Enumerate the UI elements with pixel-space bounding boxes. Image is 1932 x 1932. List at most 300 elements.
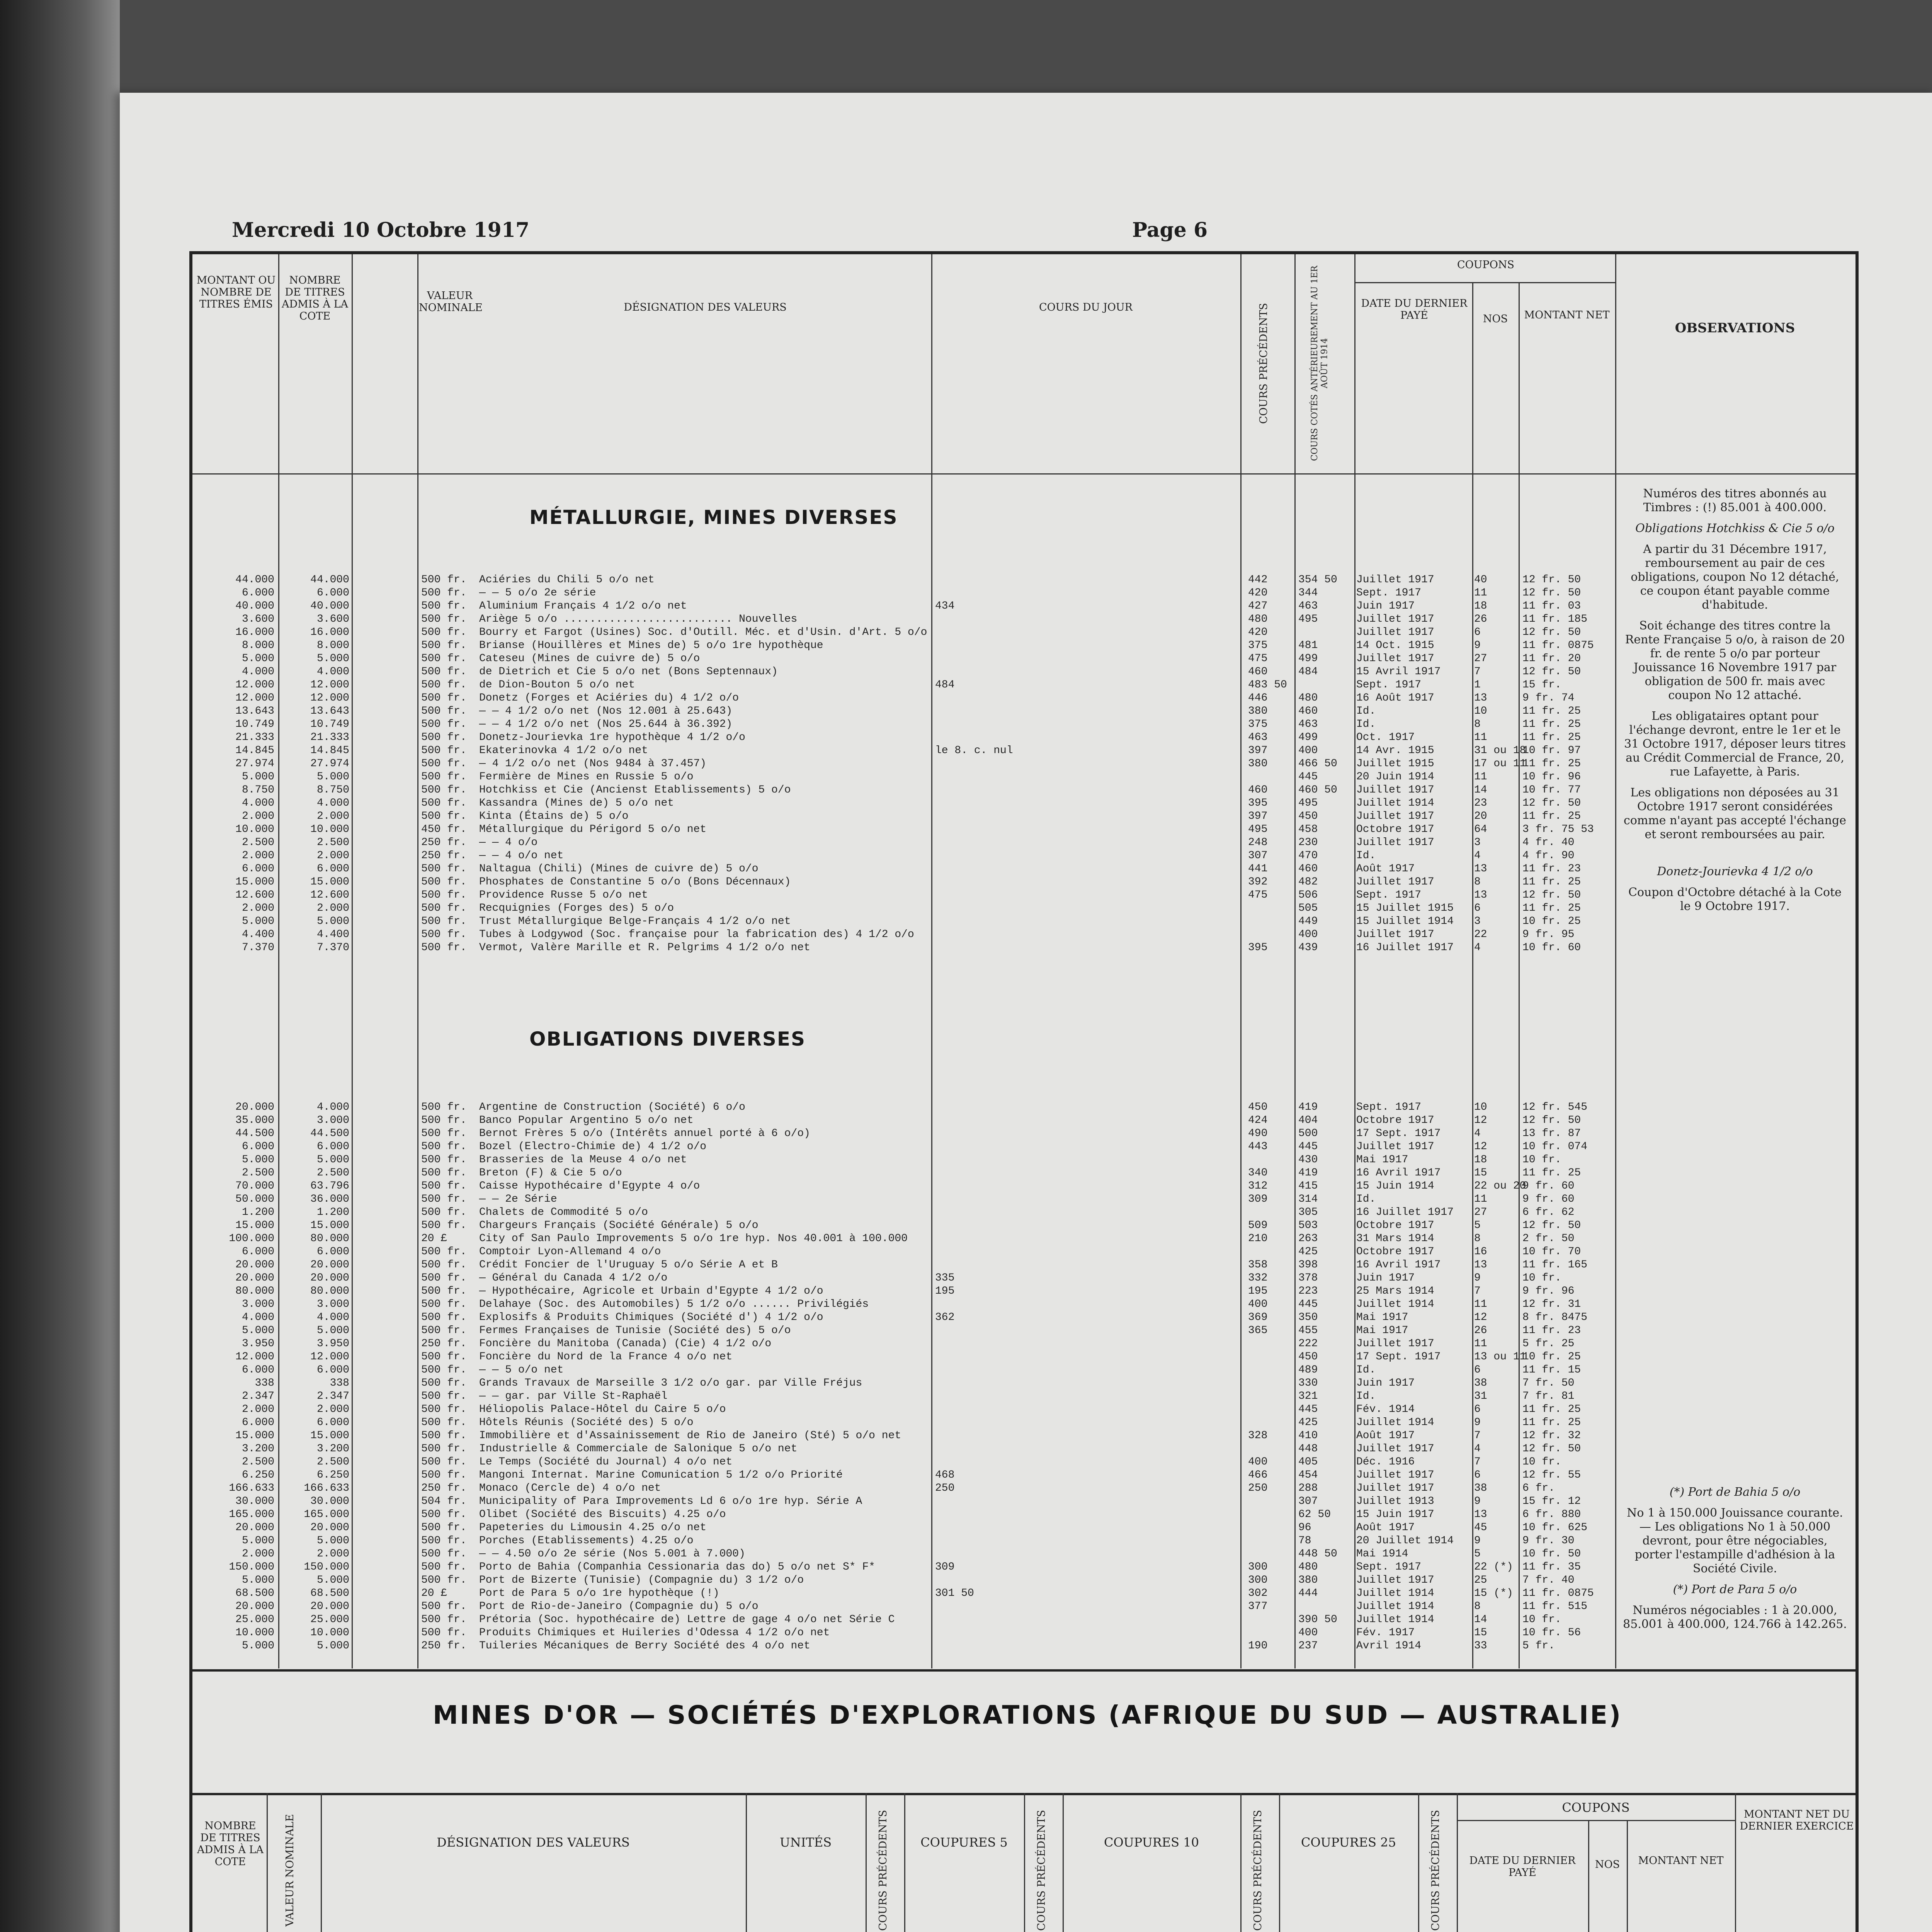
cell-net: 7 fr. 50 xyxy=(1522,1377,1575,1389)
cell-no: 10 xyxy=(1474,1101,1487,1113)
table-row xyxy=(193,587,1623,600)
cell-des: Delahaye (Soc. des Automobiles) 5 1/2 o/o ...... Privilégiés xyxy=(479,1298,869,1310)
cell-prec: 460 xyxy=(1248,784,1268,796)
cell-no: 20 xyxy=(1474,810,1487,822)
cell-emis: 15.000 xyxy=(235,876,274,888)
cell-net: 9 fr. 60 xyxy=(1522,1193,1575,1205)
observation-note: Les obligations non déposées au 31 Octobre 1917 seront considérées comme n'ayant pas accepté l'échange et seront remboursées au pair. xyxy=(1624,786,1846,841)
cell-emis: 3.200 xyxy=(242,1443,274,1455)
cell-nom: 500 fr. xyxy=(421,1101,467,1113)
table-row xyxy=(193,1311,1623,1325)
cell-prec: 195 xyxy=(1248,1285,1268,1297)
cell-date: Juillet 1914 xyxy=(1356,1614,1434,1626)
cell-net: 6 fr. xyxy=(1522,1482,1555,1494)
book-spine xyxy=(0,0,120,1932)
listing-frame xyxy=(189,251,1859,1932)
cell-anc: 400 xyxy=(1298,745,1318,757)
cell-date: Juillet 1917 xyxy=(1356,1338,1434,1350)
cell-net: 15 fr. 12 xyxy=(1522,1495,1581,1507)
cell-nom: 500 fr. xyxy=(421,666,467,678)
cell-des: Crédit Foncier de l'Uruguay 5 o/o Série A et B xyxy=(479,1259,778,1271)
cell-des: — Hypothécaire, Agricole et Urbain d'Egypte 4 1/2 o/o xyxy=(479,1285,823,1297)
cell-nom: 500 fr. xyxy=(421,1548,467,1560)
cell-net: 11 fr. 25 xyxy=(1522,1417,1581,1429)
cell-nom: 500 fr. xyxy=(421,1377,467,1389)
cell-net: 8 fr. 8475 xyxy=(1522,1311,1588,1323)
cell-des: Bernot Frères 5 o/o (Intérêts annuel porté à 6 o/o) xyxy=(479,1128,810,1139)
cell-prec: 495 xyxy=(1248,823,1268,835)
cell-no: 40 xyxy=(1474,574,1487,586)
table-row xyxy=(193,1548,1623,1561)
cell-des: Foncière du Nord de la France 4 o/o net xyxy=(479,1351,733,1363)
cell-date: Juin 1917 xyxy=(1356,600,1415,612)
cell-emis: 4.000 xyxy=(242,666,274,678)
cell-anc: 330 xyxy=(1298,1377,1318,1389)
cell-emis: 3.950 xyxy=(242,1338,274,1350)
cell-anc: 480 xyxy=(1298,692,1318,704)
cell-date: Sept. 1917 xyxy=(1356,679,1422,691)
cell-date: 15 Juin 1917 xyxy=(1356,1509,1434,1520)
cell-admis: 2.347 xyxy=(316,1390,349,1402)
table-row xyxy=(193,1469,1623,1482)
cell-anc: 482 xyxy=(1298,876,1318,888)
cell-no: 13 xyxy=(1474,863,1487,875)
cell-des: Métallurgique du Périgord 5 o/o net xyxy=(479,823,707,835)
col-observations: OBSERVATIONS xyxy=(1675,320,1795,336)
cell-date: Juillet 1917 xyxy=(1356,1482,1434,1494)
cell-date: 14 Avr. 1915 xyxy=(1356,745,1434,757)
cell-admis: 80.000 xyxy=(310,1285,349,1297)
cell-des: Kassandra (Mines de) 5 o/o net xyxy=(479,797,674,809)
cell-emis: 20.000 xyxy=(235,1522,274,1534)
metallurgie-rows xyxy=(193,574,1623,955)
cell-prec: 312 xyxy=(1248,1180,1268,1192)
cell-prec: 377 xyxy=(1248,1600,1268,1612)
table-row xyxy=(193,1219,1623,1233)
cell-admis: 5.000 xyxy=(316,1535,349,1547)
cell-emis: 40.000 xyxy=(235,600,274,612)
cell-admis: 40.000 xyxy=(310,600,349,612)
cell-prec: 380 xyxy=(1248,705,1268,717)
cell-des: Chalets de Commodité 5 o/o xyxy=(479,1206,648,1218)
table-row xyxy=(193,1640,1623,1653)
section-title-metallurgie: MÉTALLURGIE, MINES DIVERSES xyxy=(529,506,898,529)
cell-prec: 443 xyxy=(1248,1141,1268,1153)
cell-net: 6 fr. 880 xyxy=(1522,1509,1581,1520)
cell-date: Juin 1917 xyxy=(1356,1272,1415,1284)
table-row xyxy=(193,1627,1623,1640)
cell-no: 18 xyxy=(1474,1154,1487,1166)
cell-nom: 500 fr. xyxy=(421,718,467,730)
col-coupons: COUPONS xyxy=(1457,259,1514,271)
cell-no: 18 xyxy=(1474,600,1487,612)
mines-col-unites: UNITÉS xyxy=(779,1835,832,1850)
cell-prec: 380 xyxy=(1248,758,1268,770)
table-row xyxy=(193,1180,1623,1193)
mines-col-coupures10: COUPURES 10 xyxy=(1104,1835,1199,1850)
cell-des: Ariège 5 o/o .......................... Nouvelles xyxy=(479,613,798,625)
cell-date: Juillet 1915 xyxy=(1356,758,1434,770)
cell-emis: 44.000 xyxy=(235,574,274,586)
cell-anc: 400 xyxy=(1298,929,1318,940)
observation-note: No 1 à 150.000 Jouissance courante. — Les obligations No 1 à 50.000 devront, pour être négociables, porter l'estampille d'adhésion à la Société Civile. xyxy=(1627,1506,1843,1575)
cell-prec: 395 xyxy=(1248,797,1268,809)
cell-anc: 463 xyxy=(1298,600,1318,612)
cell-emis: 10.000 xyxy=(235,823,274,835)
cell-nom: 500 fr. xyxy=(421,1311,467,1323)
col-valeur-nominale: VALEUR NOMINALE xyxy=(419,290,483,314)
obligations-rows xyxy=(193,1101,1623,1653)
cell-jour: 309 xyxy=(935,1561,955,1573)
cell-anc: 404 xyxy=(1298,1114,1318,1126)
cell-anc: 415 xyxy=(1298,1180,1318,1192)
table-row xyxy=(193,1430,1623,1443)
cell-net: 10 fr. 625 xyxy=(1522,1522,1588,1534)
cell-anc: 505 xyxy=(1298,902,1318,914)
cell-admis: 4.400 xyxy=(316,929,349,940)
cell-emis: 15.000 xyxy=(235,1219,274,1231)
cell-net: 2 fr. 50 xyxy=(1522,1233,1575,1245)
cell-net: 9 fr. 95 xyxy=(1522,929,1575,940)
cell-prec: 509 xyxy=(1248,1219,1268,1231)
cell-prec: 392 xyxy=(1248,876,1268,888)
cell-jour: le 8. c. nul xyxy=(935,745,1013,757)
observations-column xyxy=(1623,487,1847,1638)
cell-emis: 44.500 xyxy=(235,1128,274,1139)
cell-nom: 500 fr. xyxy=(421,1246,467,1258)
cell-no: 22 ou 20 xyxy=(1474,1180,1526,1192)
cell-admis: 36.000 xyxy=(310,1193,349,1205)
cell-date: Id. xyxy=(1356,718,1376,730)
cell-nom: 500 fr. xyxy=(421,1193,467,1205)
cell-des: Donetz-Jourievka 1re hypothèque 4 1/2 o/o xyxy=(479,731,745,743)
cell-no: 11 xyxy=(1474,1298,1487,1310)
cell-emis: 12.000 xyxy=(235,692,274,704)
cell-prec: 210 xyxy=(1248,1233,1268,1245)
cell-emis: 70.000 xyxy=(235,1180,274,1192)
cell-emis: 8.750 xyxy=(242,784,274,796)
cell-no: 4 xyxy=(1474,1443,1481,1455)
cell-net: 12 fr. 50 xyxy=(1522,587,1581,599)
cell-des: — — 5 o/o net xyxy=(479,1364,564,1376)
table-row xyxy=(193,784,1623,797)
cell-des: Kinta (Étains de) 5 o/o xyxy=(479,810,629,822)
cell-emis: 5.000 xyxy=(242,915,274,927)
cell-emis: 5.000 xyxy=(242,1640,274,1652)
cell-des: — — 4 1/2 o/o net (Nos 25.644 à 36.392) xyxy=(479,718,733,730)
cell-date: 17 Sept. 1917 xyxy=(1356,1128,1441,1139)
table-row xyxy=(193,1482,1623,1495)
cell-date: Juillet 1917 xyxy=(1356,626,1434,638)
cell-no: 38 xyxy=(1474,1377,1487,1389)
cell-prec: 190 xyxy=(1248,1640,1268,1652)
cell-date: Juillet 1913 xyxy=(1356,1495,1434,1507)
cell-admis: 27.974 xyxy=(310,758,349,770)
cell-date: Juillet 1914 xyxy=(1356,1417,1434,1429)
cell-no: 26 xyxy=(1474,1325,1487,1337)
cell-anc: 489 xyxy=(1298,1364,1318,1376)
cell-admis: 44.500 xyxy=(310,1128,349,1139)
cell-date: Sept. 1917 xyxy=(1356,889,1422,901)
cell-anc: 307 xyxy=(1298,1495,1318,1507)
cell-date: Juillet 1914 xyxy=(1356,1587,1434,1599)
cell-emis: 4.400 xyxy=(242,929,274,940)
cell-admis: 6.000 xyxy=(316,1141,349,1153)
cell-nom: 500 fr. xyxy=(421,1114,467,1126)
table-row xyxy=(193,1167,1623,1180)
cell-net: 10 fr. 96 xyxy=(1522,771,1581,783)
cell-des: Phosphates de Constantine 5 o/o (Bons Décennaux) xyxy=(479,876,791,888)
cell-net: 13 fr. 87 xyxy=(1522,1128,1581,1139)
cell-anc: 480 xyxy=(1298,1561,1318,1573)
cell-des: Hôtels Réunis (Société des) 5 o/o xyxy=(479,1417,694,1429)
cell-nom: 500 fr. xyxy=(421,863,467,875)
cell-no: 22 (*) xyxy=(1474,1561,1513,1573)
cell-net: 10 fr. 77 xyxy=(1522,784,1581,796)
cell-emis: 10.749 xyxy=(235,718,274,730)
cell-emis: 20.000 xyxy=(235,1259,274,1271)
cell-des: Chargeurs Français (Société Générale) 5 o/o xyxy=(479,1219,759,1231)
cell-nom: 500 fr. xyxy=(421,705,467,717)
cell-no: 13 xyxy=(1474,889,1487,901)
cell-anc: 405 xyxy=(1298,1456,1318,1468)
cell-des: Prétoria (Soc. hypothécaire de) Lettre de gage 4 o/o net Série C xyxy=(479,1614,895,1626)
cell-net: 12 fr. 32 xyxy=(1522,1430,1581,1442)
cell-admis: 165.000 xyxy=(304,1509,349,1520)
cell-admis: 15.000 xyxy=(310,1219,349,1231)
cell-nom: 500 fr. xyxy=(421,587,467,599)
cell-admis: 3.000 xyxy=(316,1298,349,1310)
cell-nom: 500 fr. xyxy=(421,600,467,612)
table-row xyxy=(193,850,1623,863)
cell-admis: 10.749 xyxy=(310,718,349,730)
cell-admis: 20.000 xyxy=(310,1259,349,1271)
cell-des: Mangoni Internat. Marine Comunication 5 1/2 o/o Priorité xyxy=(479,1469,843,1481)
cell-no: 16 xyxy=(1474,1246,1487,1258)
cell-nom: 500 fr. xyxy=(421,1167,467,1179)
cell-date: Juillet 1914 xyxy=(1356,797,1434,809)
cell-no: 6 xyxy=(1474,1364,1481,1376)
cell-net: 12 fr. 50 xyxy=(1522,1443,1581,1455)
table-row xyxy=(193,1509,1623,1522)
cell-no: 9 xyxy=(1474,1417,1481,1429)
cell-anc: 288 xyxy=(1298,1482,1318,1494)
cell-anc: 450 xyxy=(1298,810,1318,822)
table-row xyxy=(193,1574,1623,1587)
cell-emis: 165.000 xyxy=(229,1509,274,1520)
cell-nom: 500 fr. xyxy=(421,692,467,704)
cell-admis: 166.633 xyxy=(304,1482,349,1494)
cell-admis: 15.000 xyxy=(310,876,349,888)
cell-date: Juillet 1917 xyxy=(1356,653,1434,665)
cell-nom: 500 fr. xyxy=(421,1561,467,1573)
cell-no: 64 xyxy=(1474,823,1487,835)
cell-net: 4 fr. 40 xyxy=(1522,837,1575,849)
cell-nom: 250 fr. xyxy=(421,1482,467,1494)
cell-prec: 248 xyxy=(1248,837,1268,849)
cell-prec: 250 xyxy=(1248,1482,1268,1494)
cell-prec: 375 xyxy=(1248,639,1268,651)
cell-date: 25 Mars 1914 xyxy=(1356,1285,1434,1297)
cell-date: Id. xyxy=(1356,1193,1376,1205)
cell-anc: 448 xyxy=(1298,1443,1318,1455)
cell-emis: 6.250 xyxy=(242,1469,274,1481)
cell-nom: 500 fr. xyxy=(421,1417,467,1429)
cell-net: 10 fr. xyxy=(1522,1456,1561,1468)
cell-emis: 6.000 xyxy=(242,1141,274,1153)
cell-des: Port de Rio-de-Janeiro (Compagnie du) 5 o/o xyxy=(479,1600,759,1612)
cell-nom: 500 fr. xyxy=(421,1351,467,1363)
cell-emis: 5.000 xyxy=(242,1325,274,1337)
cell-admis: 3.600 xyxy=(316,613,349,625)
cell-net: 12 fr. 50 xyxy=(1522,1114,1581,1126)
cell-des: Argentine de Construction (Société) 6 o/o xyxy=(479,1101,745,1113)
cell-no: 9 xyxy=(1474,1272,1481,1284)
cell-jour: 484 xyxy=(935,679,955,691)
cell-nom: 450 fr. xyxy=(421,823,467,835)
cell-admis: 6.000 xyxy=(316,1364,349,1376)
cell-no: 31 ou 18 xyxy=(1474,745,1526,757)
cell-admis: 12.600 xyxy=(310,889,349,901)
cell-jour: 434 xyxy=(935,600,955,612)
cell-admis: 338 xyxy=(330,1377,349,1389)
cell-nom: 500 fr. xyxy=(421,639,467,651)
cell-anc: 430 xyxy=(1298,1154,1318,1166)
cell-prec: 365 xyxy=(1248,1325,1268,1337)
cell-des: Tubes à Lodgywod (Soc. française pour la fabrication des) 4 1/2 o/o xyxy=(479,929,914,940)
cell-des: Bourry et Fargot (Usines) Soc. d'Outill. Méc. et d'Usin. d'Art. 5 o/o xyxy=(479,626,927,638)
cell-net: 12 fr. 50 xyxy=(1522,666,1581,678)
cell-no: 7 xyxy=(1474,1285,1481,1297)
cell-date: 31 Mars 1914 xyxy=(1356,1233,1434,1245)
table-row xyxy=(193,915,1623,929)
cell-admis: 12.000 xyxy=(310,1351,349,1363)
cell-net: 10 fr. xyxy=(1522,1614,1561,1626)
cell-net: 10 fr. 60 xyxy=(1522,942,1581,954)
mines-col-designation: DÉSIGNATION DES VALEURS xyxy=(437,1835,630,1850)
cell-date: Octobre 1917 xyxy=(1356,823,1434,835)
cell-emis: 2.000 xyxy=(242,850,274,862)
cell-date: Juillet 1917 xyxy=(1356,810,1434,822)
cell-nom: 500 fr. xyxy=(421,613,467,625)
cell-net: 10 fr. xyxy=(1522,1154,1561,1166)
table-row xyxy=(193,1390,1623,1403)
cell-anc: 445 xyxy=(1298,1298,1318,1310)
cell-nom: 500 fr. xyxy=(421,902,467,914)
cell-date: Juillet 1917 xyxy=(1356,837,1434,849)
cell-anc: 484 xyxy=(1298,666,1318,678)
cell-net: 11 fr. 23 xyxy=(1522,1325,1581,1337)
table-row xyxy=(193,1114,1623,1128)
cell-admis: 8.000 xyxy=(316,639,349,651)
cell-anc: 344 xyxy=(1298,587,1318,599)
cell-date: Juillet 1917 xyxy=(1356,1574,1434,1586)
cell-date: 20 Juin 1914 xyxy=(1356,771,1434,783)
table-row xyxy=(193,1272,1623,1285)
table-row xyxy=(193,863,1623,876)
mines-col-montant: MONTANT NET xyxy=(1638,1855,1724,1867)
cell-admis: 4.000 xyxy=(316,1101,349,1113)
cell-no: 6 xyxy=(1474,626,1481,638)
cell-emis: 50.000 xyxy=(235,1193,274,1205)
cell-net: 11 fr. 165 xyxy=(1522,1259,1588,1271)
cell-net: 9 fr. 74 xyxy=(1522,692,1575,704)
cell-emis: 4.000 xyxy=(242,1311,274,1323)
cell-des: — 4 1/2 o/o net (Nos 9484 à 37.457) xyxy=(479,758,707,770)
cell-anc: 445 xyxy=(1298,771,1318,783)
cell-no: 8 xyxy=(1474,1233,1481,1245)
cell-anc: 481 xyxy=(1298,639,1318,651)
mines-col-coupures25: COUPURES 25 xyxy=(1301,1835,1396,1850)
cell-net: 7 fr. 40 xyxy=(1522,1574,1575,1586)
table-row xyxy=(193,1298,1623,1311)
cell-anc: 455 xyxy=(1298,1325,1318,1337)
cell-prec: 446 xyxy=(1248,692,1268,704)
cell-date: Août 1917 xyxy=(1356,1430,1415,1442)
table-row xyxy=(193,574,1623,587)
cell-net: 9 fr. 30 xyxy=(1522,1535,1575,1547)
cell-prec: 466 xyxy=(1248,1469,1268,1481)
cell-net: 11 fr. 25 xyxy=(1522,705,1581,717)
cell-des: Port de Para 5 o/o 1re hypothèque (!) xyxy=(479,1587,719,1599)
table-row xyxy=(193,1141,1623,1154)
cell-des: de Dion-Bouton 5 o/o net xyxy=(479,679,635,691)
cell-nom: 500 fr. xyxy=(421,1128,467,1139)
cell-net: 5 fr. 25 xyxy=(1522,1338,1575,1350)
cell-des: — — 4 o/o xyxy=(479,837,538,849)
cell-prec: 420 xyxy=(1248,587,1268,599)
table-row xyxy=(193,626,1623,639)
cell-prec: 395 xyxy=(1248,942,1268,954)
cell-net: 15 fr. xyxy=(1522,679,1561,691)
cell-des: Breton (F) & Cie 5 o/o xyxy=(479,1167,622,1179)
cell-date: 16 Avril 1917 xyxy=(1356,1167,1441,1179)
table-row xyxy=(193,718,1623,731)
cell-emis: 68.500 xyxy=(235,1587,274,1599)
cell-emis: 20.000 xyxy=(235,1272,274,1284)
cell-jour: 362 xyxy=(935,1311,955,1323)
table-row xyxy=(193,837,1623,850)
cell-no: 9 xyxy=(1474,1495,1481,1507)
cell-des: Grands Travaux de Marseille 3 1/2 o/o gar. par Ville Fréjus xyxy=(479,1377,862,1389)
table-row xyxy=(193,1259,1623,1272)
cell-nom: 500 fr. xyxy=(421,758,467,770)
cell-no: 12 xyxy=(1474,1311,1487,1323)
cell-prec: 450 xyxy=(1248,1101,1268,1113)
cell-nom: 500 fr. xyxy=(421,1403,467,1415)
col-montant-emis: MONTANT OU NOMBRE DE TITRES ÉMIS xyxy=(196,274,276,311)
cell-anc: 445 xyxy=(1298,1141,1318,1153)
cell-no: 11 xyxy=(1474,731,1487,743)
cell-nom: 500 fr. xyxy=(421,1574,467,1586)
cell-des: Porches (Etablissements) 4.25 o/o xyxy=(479,1535,694,1547)
mines-col-date: DATE DU DERNIER PAYÉ xyxy=(1469,1855,1576,1879)
cell-date: Id. xyxy=(1356,705,1376,717)
cell-emis: 150.000 xyxy=(229,1561,274,1573)
cell-anc: 96 xyxy=(1298,1522,1311,1534)
cell-nom: 500 fr. xyxy=(421,810,467,822)
cell-no: 38 xyxy=(1474,1482,1487,1494)
header-date: Mercredi 10 Octobre 1917 xyxy=(232,218,530,242)
cell-des: — — 5 o/o 2e série xyxy=(479,587,596,599)
cell-des: — — 4 o/o net xyxy=(479,850,564,862)
cell-admis: 10.000 xyxy=(310,1627,349,1639)
cell-no: 27 xyxy=(1474,653,1487,665)
cell-date: Id. xyxy=(1356,1364,1376,1376)
table-row xyxy=(193,731,1623,745)
cell-no: 5 xyxy=(1474,1548,1481,1560)
cell-emis: 338 xyxy=(255,1377,274,1389)
